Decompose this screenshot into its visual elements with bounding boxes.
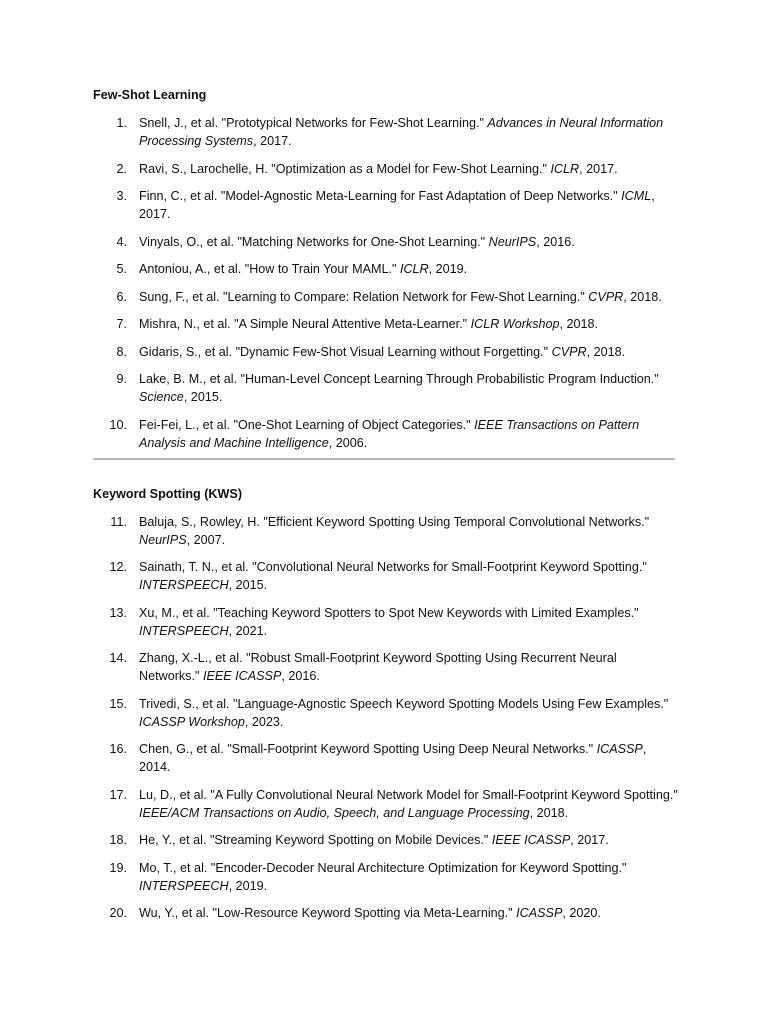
reference-year: , 2019. <box>228 878 268 893</box>
reference-year: , 2020. <box>562 906 601 920</box>
reference-year: , 2017. <box>570 833 609 847</box>
reference-authors-title: Baluja, S., Rowley, H. "Efficient Keyword Spotting Using Temporal Convolutional Networks." <box>139 514 650 529</box>
reference-number: 7. <box>116 317 127 331</box>
reference-authors-title: Mishra, N., et al. "A Simple Neural Attentive Meta-Learner." <box>139 317 471 331</box>
reference-text <box>139 513 678 549</box>
reference-text <box>139 558 678 594</box>
reference-list-keyword-spotting <box>93 513 678 932</box>
reference-year: , 2015. <box>228 578 268 592</box>
reference-item <box>93 831 678 849</box>
section-divider <box>93 458 675 460</box>
reference-year: , 2021. <box>228 623 268 638</box>
reference-year: , 2017. <box>139 189 655 221</box>
reference-year: , 2014. <box>139 742 647 774</box>
reference-number: 1. <box>116 116 127 130</box>
reference-authors-title: Trivedi, S., et al. "Language-Agnostic Speech Keyword Spotting Models Using Few Examples." <box>139 696 669 711</box>
reference-text <box>139 343 678 361</box>
reference-venue: INTERSPEECH <box>139 578 229 592</box>
reference-number: 15. <box>109 696 127 711</box>
reference-number: 14. <box>109 651 127 665</box>
reference-number: 3. <box>116 189 127 203</box>
reference-item <box>93 343 678 361</box>
reference-venue: Advances in Neural Information Processing Systems <box>139 116 664 148</box>
reference-venue: ICASSP Workshop <box>139 714 245 729</box>
reference-venue: ICLR Workshop <box>470 317 560 331</box>
reference-year: , 2018. <box>559 317 599 331</box>
reference-number: 19. <box>109 860 127 875</box>
reference-text <box>139 831 678 849</box>
reference-text <box>139 315 678 333</box>
section-heading-keyword-spotting: Keyword Spotting (KWS) <box>93 487 243 501</box>
reference-authors-title: Vinyals, O., et al. "Matching Networks for One-Shot Learning." <box>139 234 489 249</box>
reference-item <box>93 315 678 333</box>
reference-item <box>93 114 678 150</box>
reference-authors-title: He, Y., et al. "Streaming Keyword Spotting on Mobile Devices." <box>139 833 492 847</box>
reference-venue: INTERSPEECH <box>139 623 229 638</box>
reference-text <box>139 740 678 776</box>
reference-authors-title: Fei-Fei, L., et al. "One-Shot Learning of Object Categories." <box>139 417 475 432</box>
reference-item <box>93 786 678 822</box>
reference-authors-title: Zhang, X.-L., et al. "Robust Small-Footprint Keyword Spotting Using Recurrent Neural Networks." <box>139 651 617 683</box>
reference-text <box>139 416 678 452</box>
reference-text <box>139 859 678 895</box>
reference-venue: INTERSPEECH <box>139 878 229 893</box>
reference-venue: Science <box>139 390 184 404</box>
reference-venue: ICLR <box>550 161 580 176</box>
reference-venue: ICASSP <box>596 742 643 756</box>
reference-year: , 2017. <box>579 161 618 176</box>
reference-number: 11. <box>110 514 127 529</box>
reference-year: , 2023. <box>244 714 284 729</box>
reference-number: 2. <box>116 161 127 176</box>
reference-authors-title: Sainath, T. N., et al. "Convolutional Neural Networks for Small-Footprint Keyword Spotting." <box>139 560 647 574</box>
reference-text <box>139 604 678 640</box>
section-heading-few-shot-learning: Few-Shot Learning <box>93 88 207 102</box>
reference-authors-title: Sung, F., et al. "Learning to Compare: Relation Network for Few-Shot Learning." <box>139 289 589 304</box>
reference-number: 8. <box>116 344 127 359</box>
reference-item <box>93 160 678 178</box>
reference-number: 4. <box>116 234 127 249</box>
reference-text <box>139 288 678 306</box>
reference-item <box>93 604 678 640</box>
reference-venue: IEEE/ACM Transactions on Audio, Speech, and Language Processing <box>139 805 530 820</box>
reference-venue: ICLR <box>399 262 429 276</box>
reference-authors-title: Mo, T., et al. "Encoder-Decoder Neural Architecture Optimization for Keyword Spotting." <box>139 860 627 875</box>
reference-authors-title: Xu, M., et al. "Teaching Keyword Spotters to Spot New Keywords with Limited Examples." <box>139 605 639 620</box>
reference-authors-title: Ravi, S., Larochelle, H. "Optimization as a Model for Few-Shot Learning." <box>139 161 551 176</box>
reference-venue: IEEE ICASSP <box>491 833 571 847</box>
reference-authors-title: Antoniou, A., et al. "How to Train Your MAML." <box>139 262 400 276</box>
reference-item <box>93 904 678 922</box>
reference-venue: IEEE Transactions on Pattern Analysis and Machine Intelligence <box>139 417 640 450</box>
reference-item <box>93 649 678 685</box>
reference-text <box>139 187 678 223</box>
reference-number: 9. <box>116 372 127 386</box>
reference-authors-title: Snell, J., et al. "Prototypical Networks for Few-Shot Learning." <box>139 116 488 130</box>
reference-year: , 2015. <box>183 390 223 404</box>
reference-year: , 2006. <box>328 435 368 450</box>
reference-item <box>93 740 678 776</box>
reference-authors-title: Finn, C., et al. "Model-Agnostic Meta-Learning for Fast Adaptation of Deep Networks." <box>139 189 622 203</box>
reference-list-few-shot-learning <box>93 114 678 461</box>
reference-year: , 2017. <box>253 134 292 148</box>
reference-item <box>93 187 678 223</box>
reference-number: 20. <box>109 906 127 920</box>
reference-venue: ICASSP <box>516 906 563 920</box>
reference-year: , 2018. <box>529 805 569 820</box>
reference-number: 5. <box>116 262 127 276</box>
reference-item <box>93 233 678 251</box>
reference-item <box>93 558 678 594</box>
reference-item <box>93 260 678 278</box>
reference-text <box>139 114 678 150</box>
reference-venue: CVPR <box>588 289 624 304</box>
reference-authors-title: Lake, B. M., et al. "Human-Level Concept Learning Through Probabilistic Program Induction." <box>139 372 659 386</box>
reference-number: 13. <box>109 605 127 620</box>
reference-text <box>139 160 678 178</box>
reference-number: 17. <box>109 787 127 802</box>
reference-venue: NeurIPS <box>139 532 187 547</box>
reference-item <box>93 859 678 895</box>
reference-item <box>93 288 678 306</box>
reference-number: 10. <box>109 417 127 432</box>
reference-authors-title: Lu, D., et al. "A Fully Convolutional Neural Network Model for Small-Footprint Keyword Spotting." <box>139 787 678 802</box>
reference-authors-title: Gidaris, S., et al. "Dynamic Few-Shot Visual Learning without Forgetting." <box>139 344 552 359</box>
reference-number: 6. <box>116 289 127 304</box>
reference-text <box>139 904 678 922</box>
reference-venue: IEEE ICASSP <box>202 669 282 683</box>
reference-year: , 2016. <box>281 669 320 683</box>
reference-year: , 2018. <box>586 344 626 359</box>
reference-number: 12. <box>109 560 127 574</box>
reference-venue: CVPR <box>551 344 587 359</box>
reference-text <box>139 695 678 731</box>
reference-authors-title: Chen, G., et al. "Small-Footprint Keyword Spotting Using Deep Neural Networks." <box>139 742 597 756</box>
reference-item <box>93 513 678 549</box>
reference-item <box>93 370 678 406</box>
reference-venue: ICML <box>621 189 652 203</box>
reference-text <box>139 260 678 278</box>
reference-item <box>93 416 678 452</box>
reference-item <box>93 695 678 731</box>
reference-text <box>139 370 678 406</box>
reference-text <box>139 786 678 822</box>
reference-year: , 2007. <box>186 532 226 547</box>
reference-year: , 2019. <box>428 262 468 276</box>
reference-year: , 2016. <box>536 234 575 249</box>
reference-year: , 2018. <box>623 289 662 304</box>
reference-text <box>139 233 678 251</box>
reference-text <box>139 649 678 685</box>
reference-number: 16. <box>109 742 127 756</box>
reference-number: 18. <box>109 833 127 847</box>
reference-authors-title: Wu, Y., et al. "Low-Resource Keyword Spotting via Meta-Learning." <box>139 906 517 920</box>
reference-venue: NeurIPS <box>488 234 537 249</box>
